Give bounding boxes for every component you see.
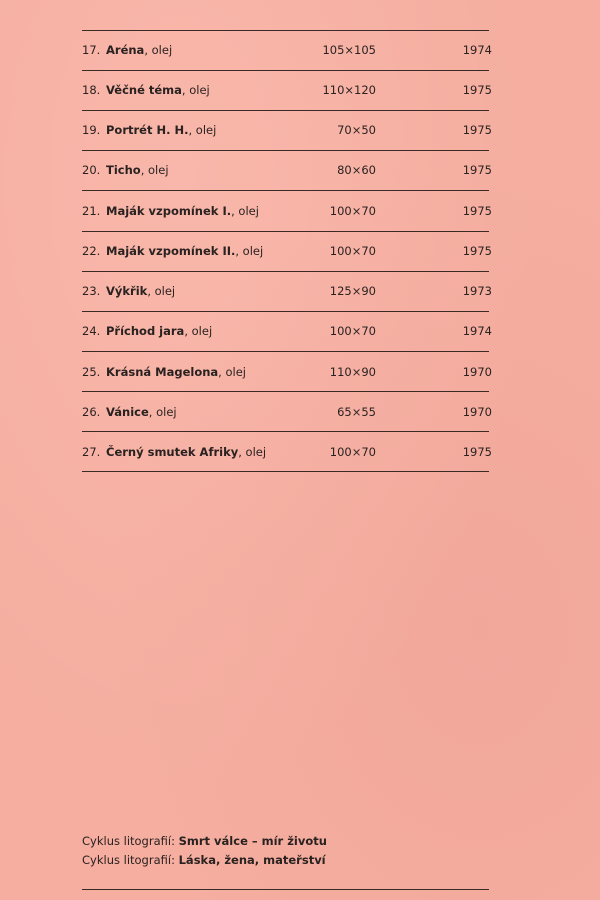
- table-rule: [82, 231, 489, 232]
- item-number: 20.: [82, 163, 101, 177]
- item-year: 1974: [462, 43, 492, 57]
- item-title: Příchod jara: [106, 324, 185, 338]
- lithograph-cycle-line: [82, 853, 326, 867]
- footer-rule: [82, 889, 489, 890]
- table-rule: [82, 431, 489, 432]
- lithograph-cycle-line: [82, 834, 327, 848]
- table-rule: [82, 391, 489, 392]
- item-medium: , olej: [140, 163, 169, 177]
- item-medium: , olej: [235, 244, 264, 258]
- item-size: 70×50: [337, 123, 376, 137]
- item-title-wrap: [106, 80, 210, 100]
- item-title-wrap: [106, 402, 177, 422]
- item-size: 105×105: [322, 43, 376, 57]
- catalog-row: [82, 402, 492, 422]
- item-title: Vánice: [106, 405, 149, 419]
- item-title-wrap: [106, 201, 259, 221]
- item-size: 100×70: [329, 324, 376, 338]
- cycle-prefix: Cyklus litografií:: [82, 834, 179, 848]
- item-size: 80×60: [337, 163, 376, 177]
- item-size: 110×90: [329, 365, 376, 379]
- item-size: 100×70: [329, 445, 376, 459]
- item-year: 1975: [462, 204, 492, 218]
- item-year: 1975: [462, 445, 492, 459]
- cycle-prefix: Cyklus litografií:: [82, 853, 179, 867]
- item-year: 1975: [462, 83, 492, 97]
- item-number: 22.: [82, 244, 101, 258]
- catalog-row: [82, 80, 492, 100]
- item-title-wrap: [106, 321, 212, 341]
- item-title: Věčné téma: [106, 83, 182, 97]
- item-size: 65×55: [337, 405, 376, 419]
- catalog-row: [82, 321, 492, 341]
- cycle-title: Smrt válce – mír životu: [178, 834, 327, 848]
- item-number: 21.: [82, 204, 101, 218]
- item-number: 27.: [82, 445, 101, 459]
- item-medium: , olej: [231, 204, 259, 218]
- item-title: Maják vzpomínek I.: [106, 204, 232, 218]
- cycle-title: Láska, žena, mateřství: [178, 853, 326, 867]
- catalog-row: [82, 241, 492, 261]
- item-title: Výkřik: [106, 284, 148, 298]
- item-title: Portrét H. H.: [106, 123, 189, 137]
- item-title-wrap: [106, 120, 216, 140]
- item-title-wrap: [106, 362, 246, 382]
- item-size: 110×120: [322, 83, 376, 97]
- item-title-wrap: [106, 442, 266, 462]
- item-title: Krásná Magelona: [106, 365, 219, 379]
- item-medium: , olej: [181, 83, 210, 97]
- catalog-row: [82, 362, 492, 382]
- item-title: Černý smutek Afriky: [106, 445, 239, 459]
- item-number: 24.: [82, 324, 101, 338]
- table-rule: [82, 70, 489, 71]
- item-medium: , olej: [184, 324, 213, 338]
- table-rule: [82, 311, 489, 312]
- item-title: Maják vzpomínek II.: [106, 244, 236, 258]
- item-year: 1975: [462, 163, 492, 177]
- item-title-wrap: [106, 40, 172, 60]
- item-title: Aréna: [106, 43, 145, 57]
- item-year: 1970: [462, 405, 492, 419]
- item-number: 18.: [82, 83, 101, 97]
- catalog-row: [82, 40, 492, 60]
- item-medium: , olej: [147, 284, 176, 298]
- table-rule: [82, 351, 489, 352]
- item-medium: , olej: [148, 405, 177, 419]
- item-number: 23.: [82, 284, 101, 298]
- catalog-row: [82, 120, 492, 140]
- item-size: 100×70: [329, 204, 376, 218]
- item-title-wrap: [106, 281, 175, 301]
- item-title-wrap: [106, 241, 263, 261]
- item-medium: , olej: [144, 43, 173, 57]
- item-year: 1975: [462, 123, 492, 137]
- item-medium: , olej: [218, 365, 246, 379]
- item-medium: , olej: [238, 445, 267, 459]
- table-rule: [82, 471, 489, 472]
- item-year: 1970: [462, 365, 492, 379]
- catalog-row: [82, 160, 492, 180]
- item-title: Ticho: [106, 163, 141, 177]
- table-rule: [82, 30, 489, 31]
- item-size: 125×90: [329, 284, 376, 298]
- table-rule: [82, 190, 489, 191]
- item-number: 25.: [82, 365, 101, 379]
- catalog-row: [82, 201, 492, 221]
- item-number: 17.: [82, 43, 101, 57]
- item-number: 26.: [82, 405, 101, 419]
- item-year: 1974: [462, 324, 492, 338]
- item-year: 1973: [462, 284, 492, 298]
- table-rule: [82, 271, 489, 272]
- catalog-row: [82, 281, 492, 301]
- item-title-wrap: [106, 160, 169, 180]
- item-medium: , olej: [188, 123, 217, 137]
- item-number: 19.: [82, 123, 101, 137]
- item-size: 100×70: [329, 244, 376, 258]
- table-rule: [82, 150, 489, 151]
- table-rule: [82, 110, 489, 111]
- item-year: 1975: [462, 244, 492, 258]
- catalog-row: [82, 442, 492, 462]
